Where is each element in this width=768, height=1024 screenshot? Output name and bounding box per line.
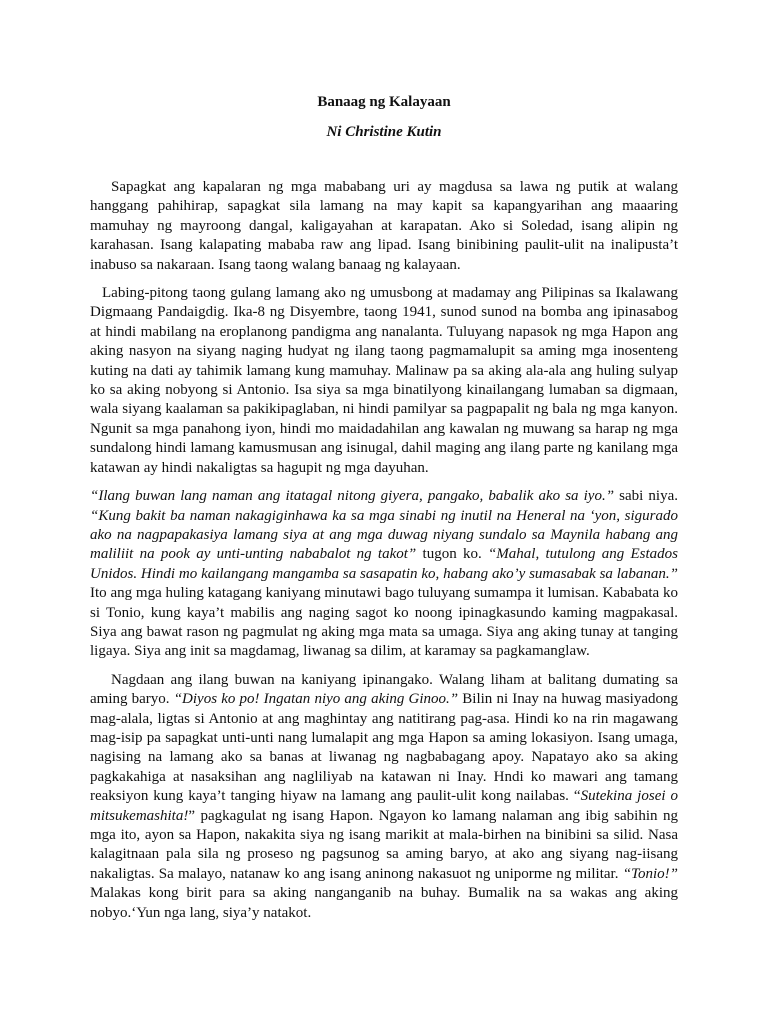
quote: “Kung bakit ba naman nakagiginhawa ka sa mga sinabi ng inutil na Heneral na ‘yon, sigurado ako na nagpapakasiya lamang siya at ang mga duwag niyang sundalo sa Maynila habang ang maliliit na pook ay unti-unting nababalot ng takot”: [90, 507, 678, 563]
quote: “Ilang buwan lang naman ang itatagal nitong giyera, pangako, babalik ako sa iyo.”: [90, 488, 615, 505]
text-run: tugon ko.: [416, 546, 488, 563]
quote: “Tonio!”: [622, 865, 678, 882]
quote: Sutekina josei o mitsukemashita!: [90, 788, 678, 824]
text-run: Ito ang mga huling katagang kaniyang minutawi bago tuluyang sumampa it lumisan. Kababata ko si Tonio, kung kaya’t mabilis ang naging sagot ko noong ipinagkasundo kaming magpakasal. Siya ang bawat rason ng pagmulat ng aking mga mata sa umaga. Siya ang aking tunay at tanging ligaya. Siya ang init sa magdamag, liwanag sa dilim, at karamay sa pagkamanglaw.: [90, 585, 678, 660]
quote: “Diyos ko po! Ingatan niyo ang aking Ginoo.”: [173, 691, 459, 708]
paragraph-1: Sapagkat ang kapalaran ng mga mababang uri ay magdusa sa lawa ng putik at walang hanggang pahihirap, sapagkat sila lamang na may kapit sa kapangyarihan ang maaaring mamuhay ng mayroong dangal, kaligayahan at karapatan. Ako si Soledad, isang alipin ng karahasan. Isang kalapating mababa raw ang lipad. Isang binibining paulit-ulit na inalipusta’t inabuso sa nakaraan. Isang taong walang banaag ng kalayaan.: [90, 179, 678, 273]
paragraph-4: [90, 671, 678, 923]
text-run: sabi niya.: [614, 488, 678, 505]
text-run: Malakas kong birit para sa aking nanganganib na buhay. Bumalik na sa wakas ang aking nobyo.‘Yun nga lang, siya’y natakot.: [90, 885, 678, 921]
text-run: Nagdaan ang ilang buwan na kaniyang ipinangako. Walang liham at balitang dumating sa aming baryo.: [90, 671, 678, 708]
document-body: [90, 178, 678, 932]
quote: “Mahal, tutulong ang Estados Unidos. Hindi mo kailangang mangamba sa sasapatin ko, habang ako’y sumasabak sa labanan.”: [90, 546, 678, 582]
text-run: ” pagkagulat ng isang Hapon. Ngayon ko lamang nalaman ang ibig sabihin ng mga ito, ayon sa Hapon, nakakita siya ng isang marikit at mala-birhen na binibini sa silid. Nasa kalagitnaan pala sila ng proseso ng pagsunog sa aming baryo, at ako ang siyang nag-iisang nakaligtas. Sa malayo, natanaw ko ang isang aninong nakasuot ng uniporme ng militar.: [90, 807, 678, 882]
document-author: Ni Christine Kutin: [326, 124, 442, 140]
text-run: Bilin ni Inay na huwag masiyadong mag-alala, ligtas si Antonio at ang maghintay ang natitirang pag-asa. Hindi ko na rin magawang mag-isip pa sapagkat unti-unti nang lumalapit ang mga Hapon sa aming lokasiyon. Isang umaga, nagising na lamang ako sa banas at liwanag ng nagbabagang apoy. Napatayo ako sa aking pagkakahiga at nasaksihan ang nagliliyab na katawan ni Inay. Hndi ko mawari ang tamang reaksiyon kung kaya’t tanging hiyaw na lamang ang paulit-ulit kong nailabas. “: [90, 691, 678, 805]
document-title: Banaag ng Kalayaan: [317, 94, 451, 110]
paragraph-3: [90, 487, 678, 662]
paragraph-2: Labing-pitong taong gulang lamang ako ng umusbong at madamay ang Pilipinas sa Ikalawang Digmaang Pandaigdig. Ika-8 ng Disyembre, taong 1941, sunod sunod na bomba ang ipinasabog at hindi mabilang na eroplanong pandigma ang nanalanta. Tuluyang napasok ng mga Hapon ang aking nasyon na siyang naging hudyat ng ilang taong pagmamalupit sa aming mga inosenteng kuting na dati ay tahimik lamang kung mamuhay. Malinaw pa sa aking ala-ala ang huling sulyap ko sa aking nobyong si Antonio. Isa siya sa mga binatilyong kinailangang lumaban sa digmaan, wala siyang kaalaman sa pakikipaglaban, ni hindi pamilyar sa pagpapalit ng bala ng mga kanyon. Ngunit sa mga panahong iyon, hindi mo maidadahilan ang kawalan ng muwang sa harap ng mga sundalong hindi lamang kamusmusan ang isinugal, dahil maging ang ilang parte ng kanilang mga katawan ay hindi nakaligtas sa hagupit ng mga dayuhan.: [90, 285, 678, 476]
